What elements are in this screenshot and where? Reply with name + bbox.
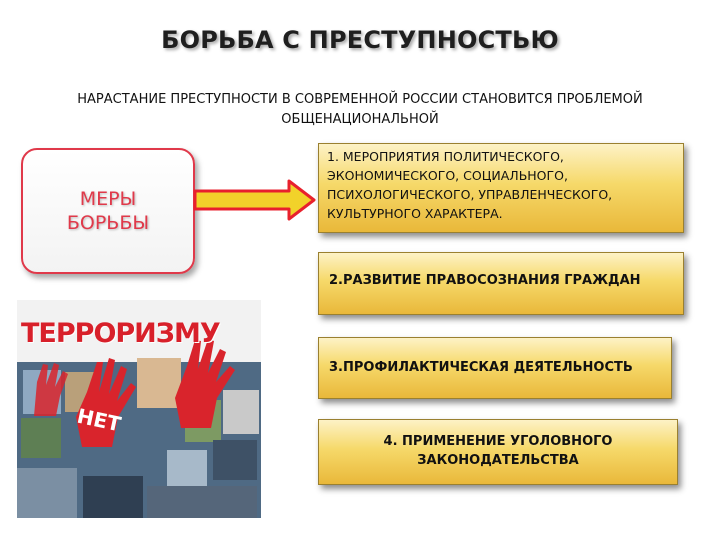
measures-box bbox=[21, 148, 195, 274]
measure-item-1-line-4: КУЛЬТУРНОГО ХАРАКТЕРА. bbox=[327, 206, 503, 221]
measure-item-4 bbox=[318, 419, 678, 485]
measure-item-1-line-1: 1. МЕРОПРИЯТИЯ ПОЛИТИЧЕСКОГО, bbox=[327, 149, 564, 164]
measure-item-4-line-1: 4. ПРИМЕНЕНИЕ УГОЛОВНОГО bbox=[383, 434, 613, 449]
measure-item-1 bbox=[318, 143, 684, 233]
subtitle-line-1: НАРАСТАНИЕ ПРЕСТУПНОСТИ В СОВРЕМЕННОЙ РОССИИ СТАНОВИТСЯ ПРОБЛЕМОЙ bbox=[77, 92, 643, 107]
subtitle bbox=[20, 90, 700, 130]
anti-terrorism-photo bbox=[17, 300, 261, 518]
page-title: БОРЬБА С ПРЕСТУПНОСТЬЮ bbox=[161, 26, 559, 54]
measure-item-1-line-3: ПСИХОЛОГИЧЕСКОГО, УПРАВЛЕНЧЕСКОГО, bbox=[327, 187, 613, 202]
measure-item-4-line-2: ЗАКОНОДАТЕЛЬСТВА bbox=[417, 453, 579, 468]
measures-label-line-2: БОРЬБЫ bbox=[66, 212, 150, 234]
photo-banner-text: ТЕРРОРИЗМУ bbox=[21, 318, 220, 349]
measures-label bbox=[67, 187, 149, 235]
measure-item-2: 2.РАЗВИТИЕ ПРАВОСОЗНАНИЯ ГРАЖДАН bbox=[318, 252, 684, 315]
right-arrow-icon bbox=[193, 178, 317, 222]
subtitle-line-2: ОБЩЕНАЦИОНАЛЬНОЙ bbox=[281, 112, 439, 127]
measures-label-line-1: МЕРЫ bbox=[79, 188, 137, 210]
measure-item-1-line-2: ЭКОНОМИЧЕСКОГО, СОЦИАЛЬНОГО, bbox=[327, 168, 568, 183]
measure-item-3: 3.ПРОФИЛАКТИЧЕСКАЯ ДЕЯТЕЛЬНОСТЬ bbox=[318, 337, 672, 399]
photo-sign-text: НЕТ bbox=[74, 403, 124, 437]
